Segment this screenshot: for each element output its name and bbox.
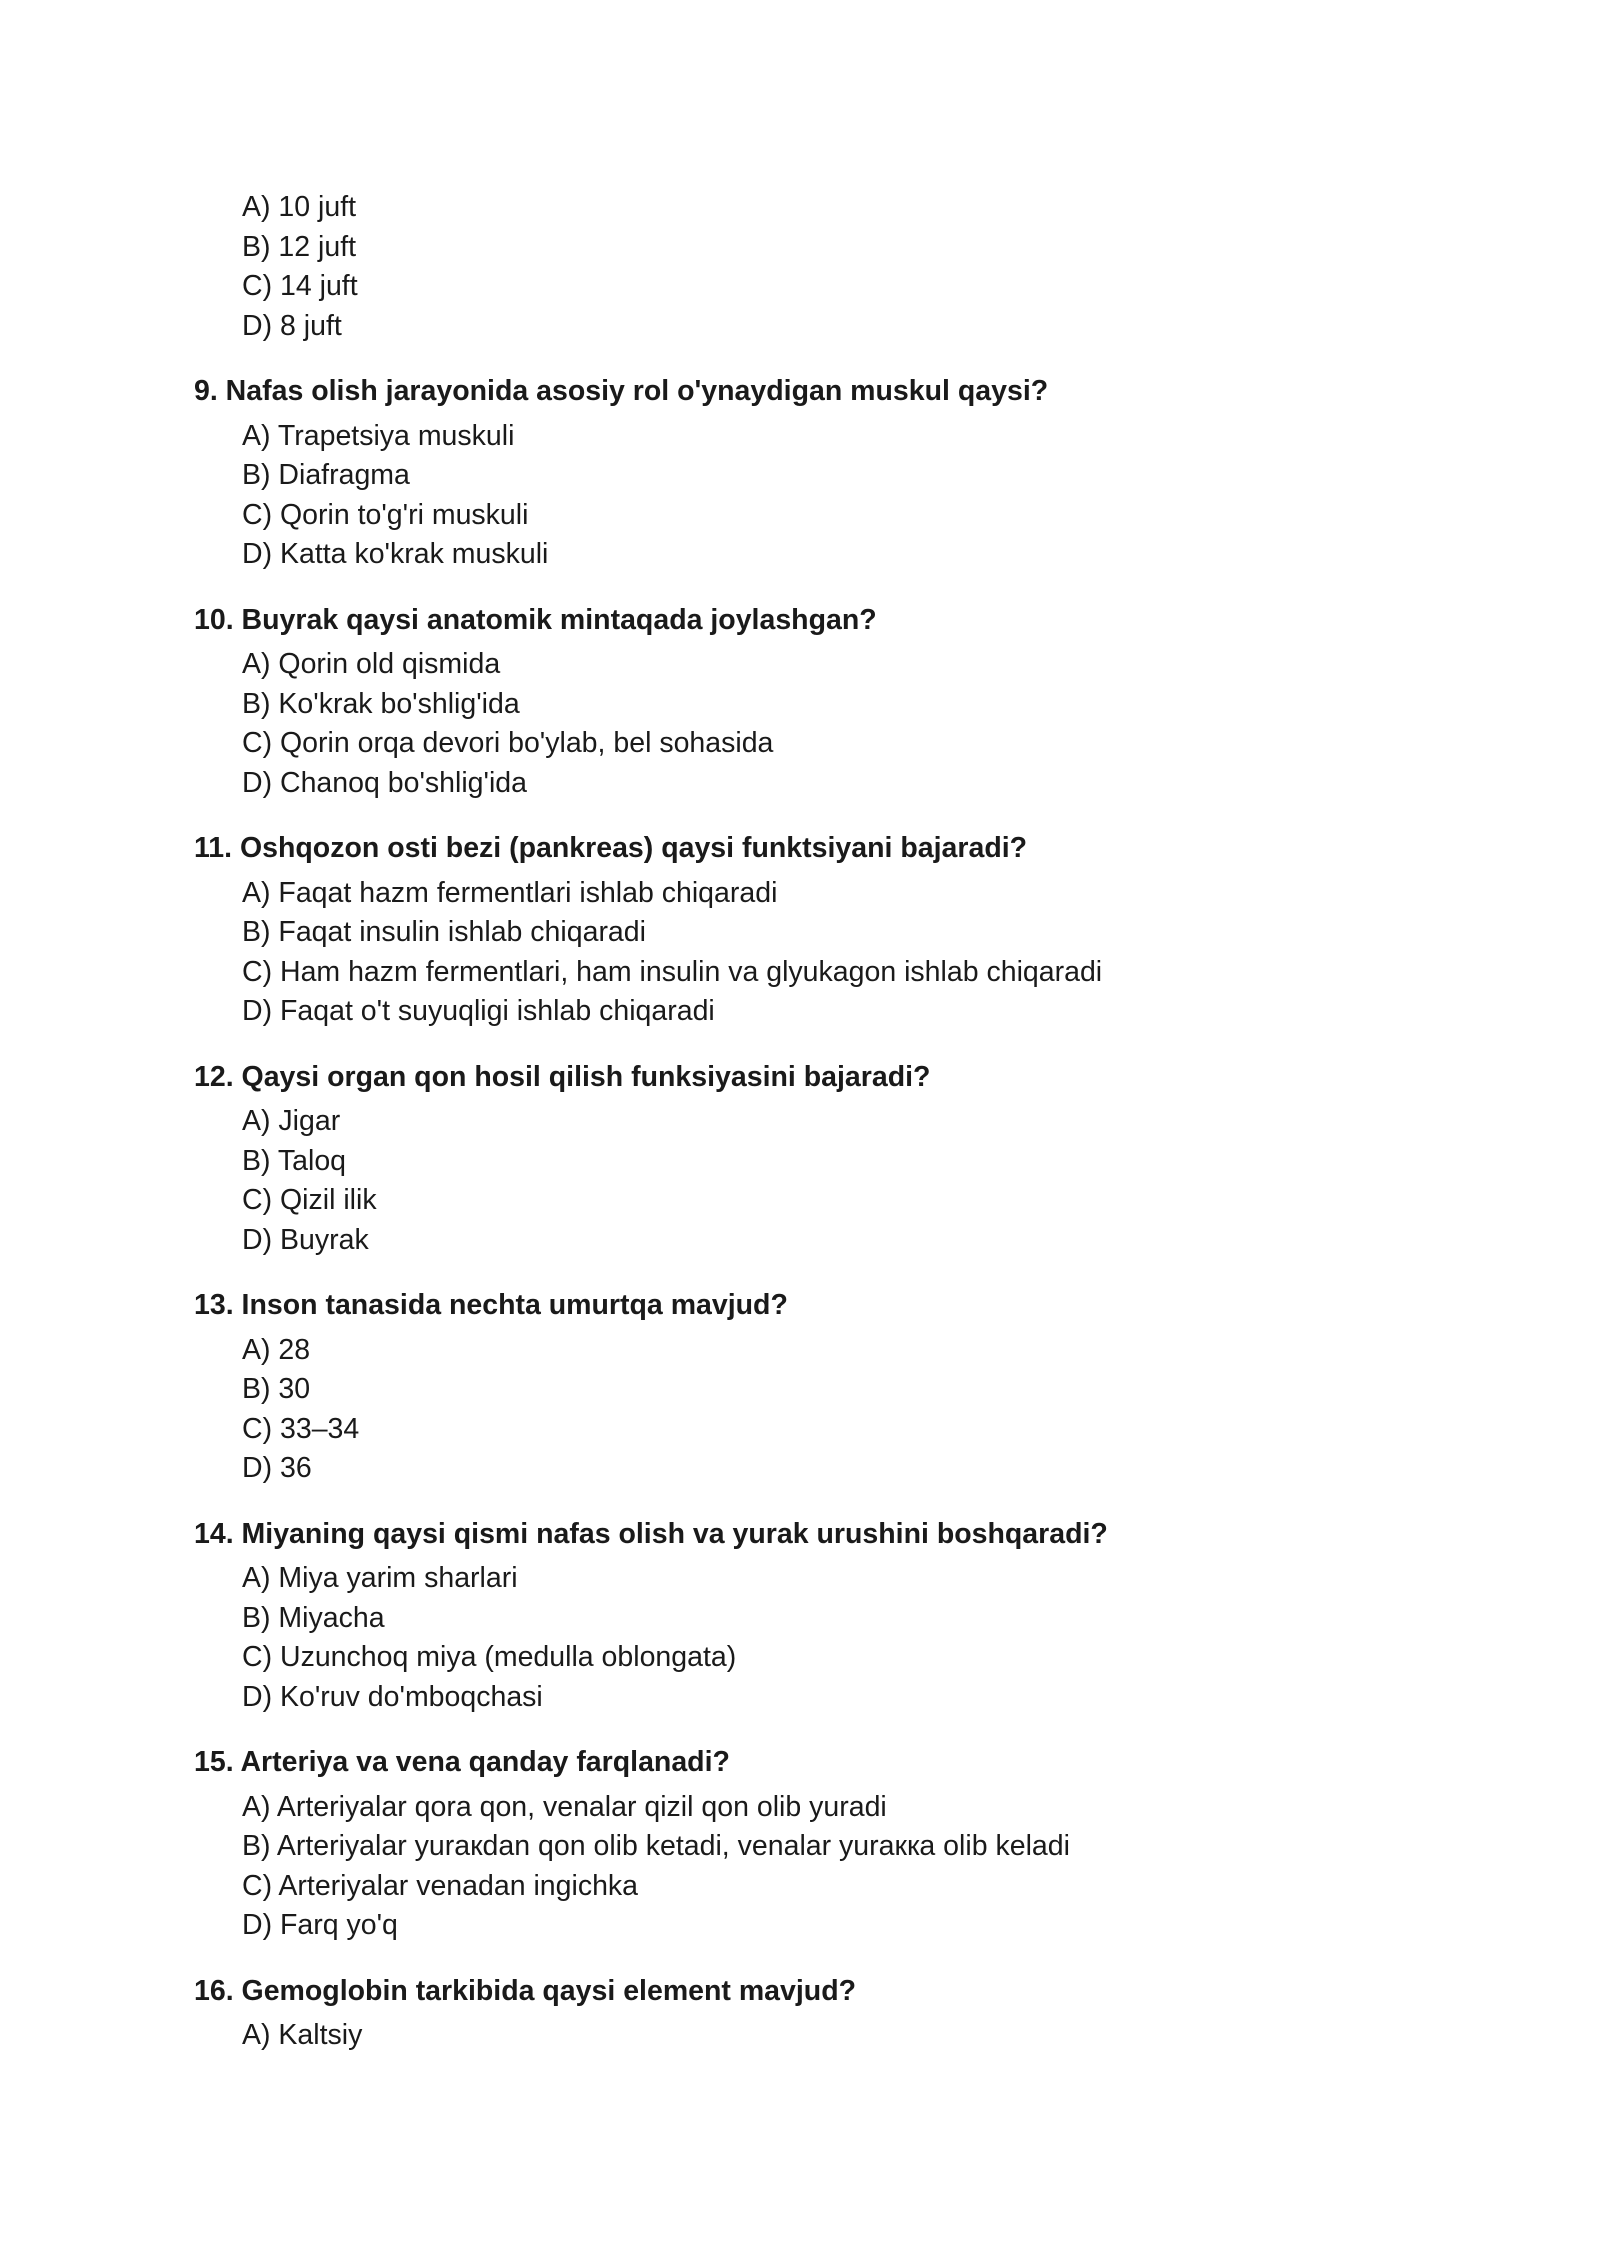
option-b: B) Diafragma xyxy=(242,459,410,491)
option-c: C) 33–34 xyxy=(242,1412,360,1445)
question-8-continued xyxy=(194,188,1494,346)
option-b: B) 12 juft xyxy=(242,230,357,263)
option-c: C) Uzunchoq miya (medulla oblongata) xyxy=(242,1641,737,1673)
option-b: B) Taloq xyxy=(242,1144,347,1177)
question-10 xyxy=(194,601,1494,804)
option-b: B) Miyacha xyxy=(242,1601,385,1634)
option-c: C) Qorin orqa devori bo'ylab, bel sohasida xyxy=(242,727,774,759)
question-title: 14. Miyaning qaysi qismi nafas olish va yurak urushini boshqaradi? xyxy=(194,1517,1108,1550)
question-15 xyxy=(194,1743,1494,1946)
option-a: A) Jigar xyxy=(242,1105,341,1137)
question-11 xyxy=(194,829,1494,1032)
option-d: D) Katta ko'krak muskuli xyxy=(242,538,549,570)
option-b: B) Faqat insulin ishlab chiqaradi xyxy=(242,916,646,948)
question-title: 11. Oshqozon osti bezi (pankreas) qaysi funktsiyani bajaradi? xyxy=(194,832,1028,864)
question-12 xyxy=(194,1058,1494,1261)
option-a: A) 28 xyxy=(242,1333,311,1366)
option-a: A) Kaltsiy xyxy=(242,2019,363,2051)
option-d: D) Buyrak xyxy=(242,1223,369,1256)
option-c: C) Qorin to'g'ri muskuli xyxy=(242,498,529,531)
option-a: A) Trapetsiya muskuli xyxy=(242,419,515,452)
question-9 xyxy=(194,372,1494,575)
quiz-content xyxy=(194,188,1494,2056)
question-title: 15. Arteriya va vena qanday farqlanadi? xyxy=(194,1746,730,1778)
option-d: D) Farq yo'q xyxy=(242,1909,398,1941)
question-14 xyxy=(194,1515,1494,1718)
question-title: 12. Qaysi organ qon hosil qilish funksiyasini bajaradi? xyxy=(194,1060,931,1093)
option-b: B) Arteriyalar yuraкdan qon olib ketadi, venalar yuraккa olib keladi xyxy=(242,1830,1070,1862)
question-16 xyxy=(194,1972,1494,2056)
question-title: 10. Buyrak qaysi anatomik mintaqada joylashgan? xyxy=(194,603,877,636)
question-title: 16. Gemoglobin tarkibida qaysi element mavjud? xyxy=(194,1974,857,2007)
question-title: 13. Inson tanasida nechta umurtqa mavjud? xyxy=(194,1289,788,1321)
option-d: D) 36 xyxy=(242,1452,312,1484)
option-d: D) 8 juft xyxy=(242,309,342,342)
option-a: A) Miya yarim sharlari xyxy=(242,1562,518,1594)
option-c: C) Ham hazm fermentlari, ham insulin va glyukagon ishlab chiqaradi xyxy=(242,955,1103,988)
option-a: A) Qorin old qismida xyxy=(242,648,501,680)
question-13 xyxy=(194,1286,1494,1489)
option-c: C) 14 juft xyxy=(242,270,358,302)
option-d: D) Ko'ruv do'mboqchasi xyxy=(242,1680,543,1713)
question-title: 9. Nafas olish jarayonida asosiy rol o'ynaydigan muskul qaysi? xyxy=(194,375,1049,407)
option-a: A) 10 juft xyxy=(242,191,357,223)
option-c: C) Qizil ilik xyxy=(242,1184,377,1216)
option-d: D) Chanoq bo'shlig'ida xyxy=(242,766,527,799)
option-b: B) Ko'krak bo'shlig'ida xyxy=(242,687,520,720)
option-a: A) Arteriyalar qora qon, venalar qizil qon olib yuradi xyxy=(242,1790,887,1823)
option-a: A) Faqat hazm fermentlari ishlab chiqaradi xyxy=(242,876,778,909)
option-c: C) Arteriyalar venadan ingichka xyxy=(242,1869,639,1902)
option-d: D) Faqat o't suyuqligi ishlab chiqaradi xyxy=(242,995,715,1027)
option-b: B) 30 xyxy=(242,1373,311,1405)
